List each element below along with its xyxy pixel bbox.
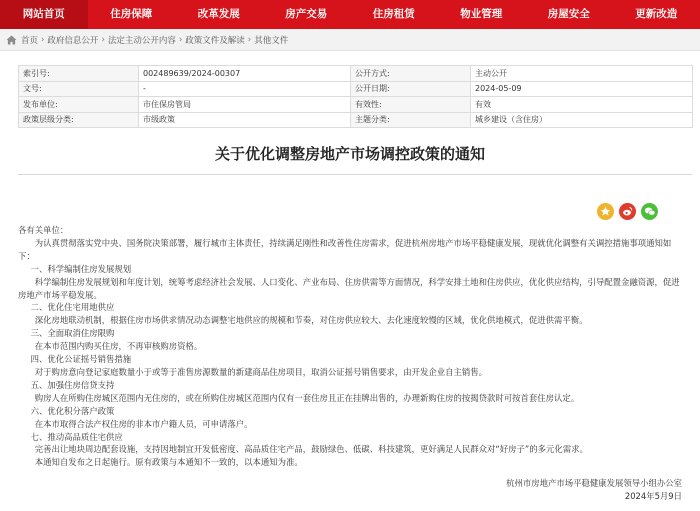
paragraph-1: 科学编制住房发展规划和年度计划，统筹考虑经济社会发展、人口变化、产业布局、住房供需等方面情况，科学安排土地和住房供应，优化供应结构，引导配置金融资源，促进房地产市场平稳发展。 — [18, 276, 680, 300]
meta-value-publisher: 市住保房管局 — [139, 97, 351, 113]
paragraph-7: 完善出让地块周边配套设施，支持因地制宜开发低密度、高品质住宅产品，鼓励绿色、低碳、科技建筑，更好满足人民群众对“好房子”的多元化需求。 — [34, 444, 588, 455]
meta-key-publisher: 发布单位: — [19, 97, 139, 113]
paragraph-6: 在本市取得合法产权住房的非本市户籍人员，可申请落户。 — [34, 418, 253, 429]
table-row — [19, 97, 693, 113]
wechat-icon[interactable] — [641, 203, 658, 220]
nav-item-property-management[interactable]: 物业管理 — [460, 8, 503, 20]
nav-item-housing-safety[interactable]: 房屋安全 — [547, 8, 590, 20]
section-heading-3: 三、全面取消住房限购 — [30, 328, 115, 339]
meta-value-publish-date: 2024-05-09 — [471, 81, 693, 97]
nav-item-housing-security[interactable]: 住房保障 — [110, 8, 153, 20]
meta-key-index: 索引号: — [19, 66, 139, 82]
breadcrumb-gov-info[interactable]: 政府信息公开 — [47, 35, 99, 46]
section-heading-2: 二、优化住宅用地供应 — [30, 302, 115, 313]
meta-key-policy-level: 政策层级分类: — [19, 112, 139, 128]
breadcrumb-home[interactable]: 首页 — [21, 35, 39, 46]
breadcrumb-policy-docs[interactable]: 政策文件及解读 — [185, 35, 245, 46]
signature-date: 2024年5月9日 — [624, 490, 682, 501]
document-meta-table — [18, 65, 693, 128]
section-heading-7: 七、推动高品质住宅供应 — [30, 431, 123, 442]
meta-key-publish-date: 公开日期: — [351, 81, 471, 97]
meta-key-doc-number: 文号: — [19, 81, 139, 97]
document-body — [18, 224, 682, 469]
top-nav — [0, 0, 700, 29]
signature-block — [506, 477, 682, 502]
favorite-icon[interactable] — [597, 203, 614, 220]
meta-value-index: 002489639/2024-00307 — [139, 66, 351, 82]
paragraph-effective: 本通知自发布之日起施行。原有政策与本通知不一致的，以本通知为准。 — [34, 457, 303, 468]
paragraph-5: 购房人在所购住房城区范围内无住房的，或在所购住房城区范围内仅有一套住房且正在挂牌出售的，办理新购住房的按揭贷款时可按首套住房认定。 — [34, 392, 580, 403]
nav-item-home[interactable]: 网站首页 — [0, 0, 88, 29]
weibo-icon[interactable] — [619, 203, 636, 220]
meta-value-validity: 有效 — [471, 97, 693, 113]
meta-value-topic: 城乡建设（含住房） — [471, 112, 693, 128]
share-bar — [597, 203, 658, 220]
nav-item-housing-rental[interactable]: 住房租赁 — [372, 8, 415, 20]
meta-value-policy-level: 市级政策 — [139, 112, 351, 128]
section-heading-6: 六、优化积分落户政策 — [30, 405, 115, 416]
paragraph-3: 在本市范围内购买住房，不再审核购房资格。 — [34, 341, 203, 352]
paragraph-2: 深化房地联动机制，根据住房市场供求情况动态调整宅地供应的规模和节奏，对住房供应较大、去化速度较慢的区域，优化供地模式，促进供需平衡。 — [34, 315, 588, 326]
breadcrumb — [0, 29, 700, 51]
document-title: 关于优化调整房地产市场调控政策的通知 — [214, 145, 485, 163]
meta-value-disclosure-method: 主动公开 — [471, 66, 693, 82]
section-heading-1: 一、科学编制住房发展规划 — [30, 263, 132, 274]
salutation: 各有关单位： — [18, 225, 69, 235]
nav-item-reform[interactable]: 改革发展 — [197, 8, 240, 20]
meta-key-validity: 有效性: — [351, 97, 471, 113]
nav-item-renovation[interactable]: 更新改造 — [635, 8, 678, 20]
signature-org: 杭州市房地产市场平稳健康发展领导小组办公室 — [506, 478, 682, 488]
breadcrumb-separator: › — [41, 34, 45, 45]
breadcrumb-statutory[interactable]: 法定主动公开内容 — [107, 35, 176, 46]
table-row — [19, 66, 693, 82]
table-row — [19, 81, 693, 97]
nav-item-property-trading[interactable]: 房产交易 — [285, 8, 328, 20]
meta-key-topic: 主题分类: — [351, 112, 471, 128]
breadcrumb-other-docs[interactable]: 其他文件 — [254, 35, 289, 46]
title-divider — [18, 174, 692, 175]
home-icon — [6, 35, 17, 45]
meta-key-disclosure-method: 公开方式: — [351, 66, 471, 82]
table-row — [19, 112, 693, 128]
paragraph-4: 对于购房意向登记家庭数量小于或等于准售房源数量的新建商品住房项目，取消公证摇号销售要求，由开发企业自主销售。 — [34, 366, 488, 377]
breadcrumb-separator: › — [178, 34, 183, 45]
paragraph-intro: 为认真贯彻落实党中央、国务院决策部署，履行城市主体责任，持续满足刚性和改善性住房需求，促进杭州房地产市场平稳健康发展，现就优化调整有关调控措施事项通知如下： — [18, 237, 672, 261]
breadcrumb-separator: › — [101, 34, 105, 45]
section-heading-4: 四、优化公证摇号销售措施 — [30, 354, 132, 365]
section-heading-5: 五、加强住房信贷支持 — [30, 379, 115, 390]
meta-value-doc-number: - — [139, 81, 351, 97]
breadcrumb-separator: › — [247, 34, 252, 45]
